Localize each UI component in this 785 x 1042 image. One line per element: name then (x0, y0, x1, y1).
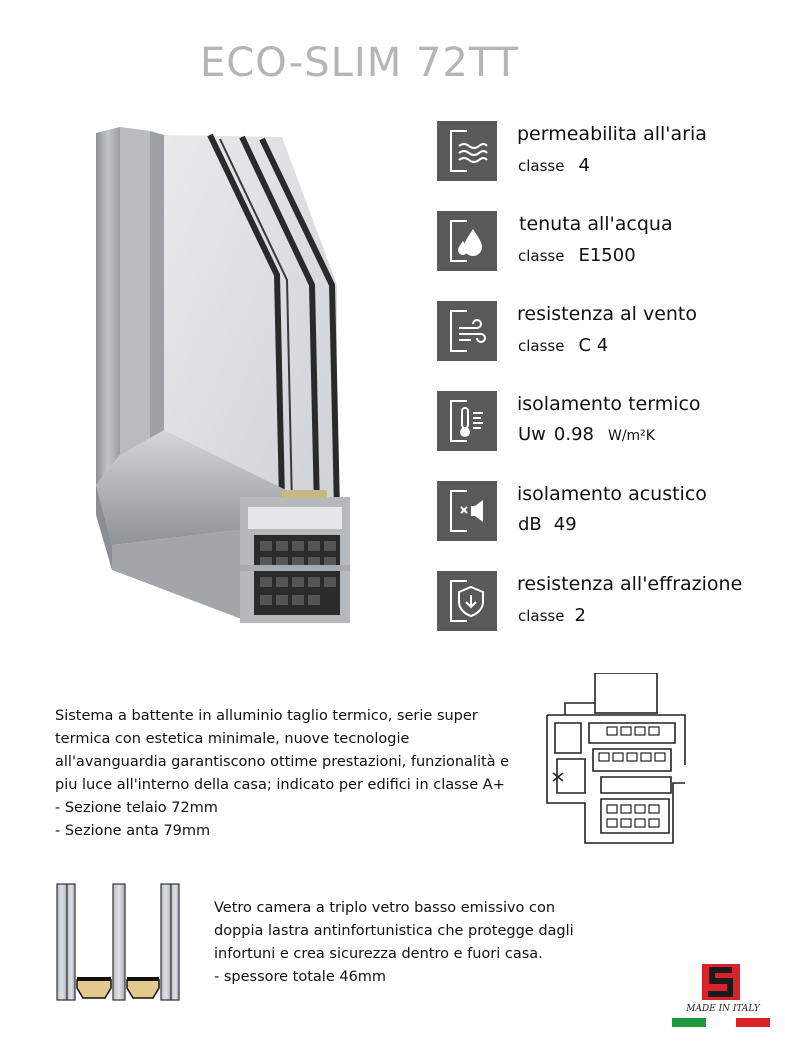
speaker-icon (437, 481, 497, 541)
product-description (55, 705, 535, 843)
feature-unit: W/m²K (607, 428, 655, 444)
feature-value: 4 (578, 155, 590, 176)
glass-line: doppia lastra antinfortunistica che protegge dagli (214, 923, 574, 939)
description-line: piu luce all'interno della casa; indicato per edifici in classe A+ (55, 777, 505, 793)
feature-value-acoustic (518, 514, 577, 535)
brand-logo (672, 964, 772, 1030)
flag-green-stripe (672, 1018, 706, 1027)
window-profile-image (92, 125, 352, 625)
feature-title-thermal: isolamento termico (517, 393, 701, 415)
feature-title-air: permeabilita all'aria (517, 123, 707, 145)
feature-title-water: tenuta all'acqua (519, 213, 673, 235)
description-line: - Sezione telaio 72mm (55, 800, 218, 816)
air-permeability-icon (437, 121, 497, 181)
glass-line: infortuni e crea sicurezza dentro e fuori casa. (214, 946, 543, 962)
feature-value-burglary (518, 605, 586, 626)
page-title: ECO-SLIM 72TT (200, 40, 519, 86)
feature-label: classe (518, 607, 565, 625)
description-line: termica con estetica minimale, nuove tecnologie (55, 731, 410, 747)
feature-value-air (518, 155, 590, 176)
feature-value-wind (518, 335, 608, 356)
thermometer-icon (437, 391, 497, 451)
feature-title-acoustic: isolamento acustico (517, 483, 707, 505)
triple-glass-section-image (55, 882, 185, 1002)
description-line: all'avanguardia garantiscono ottime prestazioni, funzionalità e (55, 754, 510, 770)
feature-value: E1500 (578, 245, 636, 266)
flag-red-stripe (736, 1018, 770, 1027)
feature-value: 0.98 (553, 424, 594, 445)
feature-label: classe (518, 247, 565, 265)
feature-value: 49 (553, 514, 577, 535)
shield-icon (437, 571, 497, 631)
made-in-italy-label: MADE IN ITALY (686, 1004, 760, 1014)
glass-line: - spessore totale 46mm (214, 969, 387, 985)
description-line: Sistema a battente in alluminio taglio termico, serie super (55, 708, 478, 724)
description-line: - Sezione anta 79mm (55, 823, 211, 839)
glass-line: Vetro camera a triplo vetro basso emissivo con (214, 900, 556, 916)
glass-description (214, 897, 614, 989)
feature-value: C 4 (578, 335, 609, 356)
feature-title-burglary: resistenza all'effrazione (517, 573, 743, 595)
feature-value-thermal (518, 424, 655, 445)
logo-mark-icon (702, 964, 740, 1000)
wind-icon (437, 301, 497, 361)
feature-title-wind: resistenza al vento (517, 303, 698, 325)
water-drop-icon (437, 211, 497, 271)
feature-label: classe (518, 157, 565, 175)
feature-value: 2 (574, 605, 586, 626)
profile-section-drawing (545, 673, 695, 845)
feature-label: dB (518, 514, 542, 535)
feature-label: Uw (518, 424, 546, 445)
feature-label: classe (518, 337, 565, 355)
feature-value-water (518, 245, 636, 266)
